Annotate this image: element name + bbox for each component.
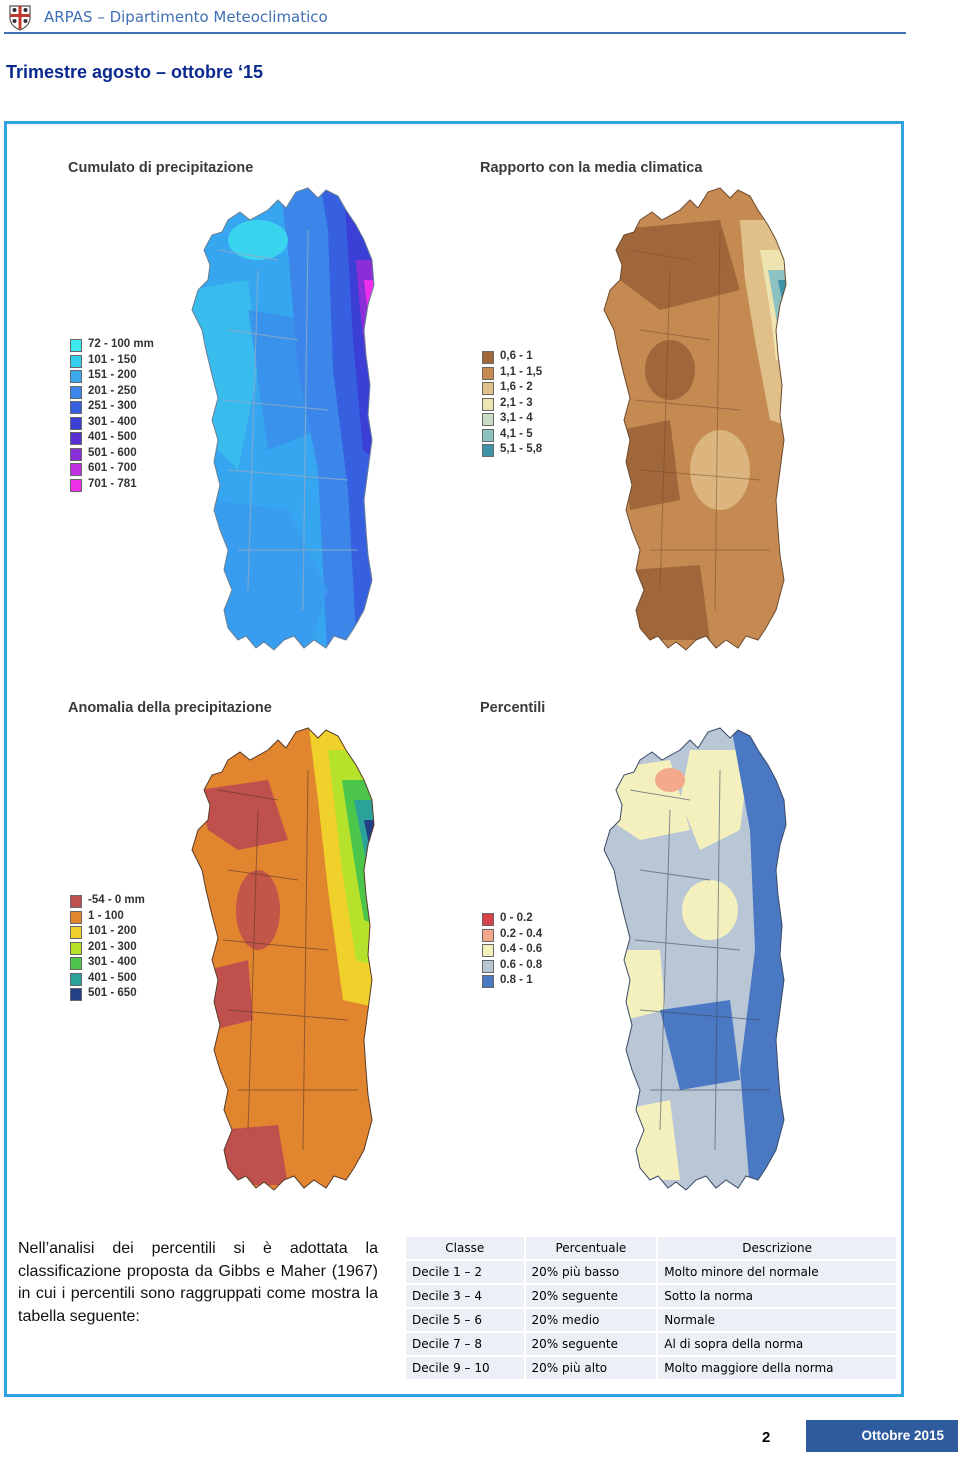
map-precipitation-total <box>68 160 448 665</box>
column-header: Classe <box>406 1237 524 1259</box>
legend-swatch <box>482 975 494 988</box>
table-cell: Normale <box>658 1309 896 1331</box>
table-row <box>406 1285 896 1307</box>
percentile-class-table <box>404 1235 898 1381</box>
legend-swatch <box>70 463 82 476</box>
table-cell: Decile 7 – 8 <box>406 1333 524 1355</box>
legend-label: 0.4 - 0.6 <box>500 943 543 955</box>
column-header: Percentuale <box>526 1237 657 1259</box>
legend-label: 201 - 250 <box>88 384 137 397</box>
legend-swatch <box>70 370 82 383</box>
legend-swatch <box>482 351 494 364</box>
legend-label: 5,1 - 5,8 <box>500 443 543 455</box>
map-climate-ratio <box>480 160 860 665</box>
legend-swatch <box>482 944 494 957</box>
legend-label: 101 - 200 <box>88 925 137 937</box>
legend-swatch <box>70 895 82 908</box>
header-rule <box>4 32 906 34</box>
page-title: Trimestre agosto – ottobre ‘15 <box>6 62 264 82</box>
legend-label: 301 - 400 <box>88 415 137 428</box>
legend-label: 0.6 - 0.8 <box>500 958 543 971</box>
legend-swatch <box>70 339 82 352</box>
map-precipitation-anomaly <box>68 700 448 1205</box>
legend-label: 201 - 300 <box>88 940 137 953</box>
legend-label: 4,1 - 5 <box>500 427 533 440</box>
map-title: Percentili <box>480 700 546 716</box>
table-cell: Al di sopra della norma <box>658 1333 896 1355</box>
legend-label: 251 - 300 <box>88 400 137 412</box>
page-footer <box>0 1420 960 1456</box>
table-row <box>406 1309 896 1331</box>
legend-swatch <box>70 386 82 399</box>
legend-label: 1,6 - 2 <box>500 381 533 393</box>
legend-label: 3,1 - 4 <box>500 412 533 424</box>
map-title: Cumulato di precipitazione <box>68 160 254 176</box>
legend-swatch <box>482 444 494 457</box>
legend-swatch <box>482 413 494 426</box>
sardinia-coat-of-arms-icon <box>6 3 34 31</box>
legend-label: 101 - 150 <box>88 353 137 366</box>
page-header <box>0 0 960 34</box>
legend-label: 1 - 100 <box>88 909 124 922</box>
legend-label: 401 - 500 <box>88 431 137 443</box>
legend-swatch <box>482 929 494 942</box>
table-cell: 20% seguente <box>526 1333 657 1355</box>
table-row <box>406 1261 896 1283</box>
legend-swatch <box>70 401 82 414</box>
legend-label: 301 - 400 <box>88 956 137 968</box>
legend-label: 0 - 0.2 <box>500 912 533 924</box>
legend-label: 72 - 100 mm <box>88 338 154 350</box>
legend-label: 1,1 - 1,5 <box>500 365 543 378</box>
table-cell: Decile 9 – 10 <box>406 1357 524 1379</box>
map-panel-climate-ratio <box>480 160 860 665</box>
page-number: 2 <box>762 1429 771 1446</box>
table-cell: Decile 3 – 4 <box>406 1285 524 1307</box>
legend-swatch <box>70 957 82 970</box>
table-cell: Decile 5 – 6 <box>406 1309 524 1331</box>
legend-swatch <box>70 911 82 924</box>
table-header-row <box>406 1237 896 1259</box>
legend-swatch <box>70 432 82 445</box>
table-cell: Molto maggiore della norma <box>658 1357 896 1379</box>
legend-label: 601 - 700 <box>88 462 137 474</box>
table-cell: Sotto la norma <box>658 1285 896 1307</box>
legend-swatch <box>70 988 82 1001</box>
map-title: Anomalia della precipitazione <box>68 700 272 716</box>
legend-label: 501 - 600 <box>88 446 137 459</box>
legend-swatch <box>482 960 494 973</box>
legend-label: 0.2 - 0.4 <box>500 927 543 940</box>
legend-swatch <box>70 448 82 461</box>
table-cell: Decile 1 – 2 <box>406 1261 524 1283</box>
table-cell: 20% più basso <box>526 1261 657 1283</box>
table-row <box>406 1357 896 1379</box>
legend-swatch <box>482 382 494 395</box>
legend-swatch <box>482 429 494 442</box>
legend-swatch <box>482 367 494 380</box>
table-cell: 20% seguente <box>526 1285 657 1307</box>
map-panel-precipitation-total <box>68 160 448 665</box>
table-row <box>406 1333 896 1355</box>
classification-paragraph: Nell’analisi dei percentili si è adottata la classificazione proposta da Gibbs e Maher (1967) in cui i percentili sono raggruppati come mostra la tabella seguente: <box>18 1240 378 1325</box>
table-cell: 20% medio <box>526 1309 657 1331</box>
legend-swatch <box>70 479 82 492</box>
legend-swatch <box>482 398 494 411</box>
legend-label: 501 - 650 <box>88 987 137 999</box>
column-header: Descrizione <box>658 1237 896 1259</box>
legend-swatch <box>70 355 82 368</box>
map-panel-precipitation-anomaly <box>68 700 448 1205</box>
legend-label: 701 - 781 <box>88 477 137 490</box>
legend-swatch <box>70 973 82 986</box>
footer-month-banner: Ottobre 2015 <box>806 1420 958 1452</box>
legend-label: 401 - 500 <box>88 971 137 984</box>
legend-label: 0.8 - 1 <box>500 974 533 986</box>
legend-swatch <box>70 942 82 955</box>
organization-name: ARPAS – Dipartimento Meteoclimatico <box>44 8 328 26</box>
map-panel-percentiles <box>480 700 860 1205</box>
legend-label: 0,6 - 1 <box>500 350 533 362</box>
table-cell: 20% più alto <box>526 1357 657 1379</box>
table-cell: Molto minore del normale <box>658 1261 896 1283</box>
legend-label: 2,1 - 3 <box>500 396 533 409</box>
legend-label: -54 - 0 mm <box>88 894 145 906</box>
legend-label: 151 - 200 <box>88 369 137 381</box>
legend-swatch <box>482 913 494 926</box>
map-title: Rapporto con la media climatica <box>480 160 703 176</box>
legend-swatch <box>70 417 82 430</box>
legend-swatch <box>70 926 82 939</box>
